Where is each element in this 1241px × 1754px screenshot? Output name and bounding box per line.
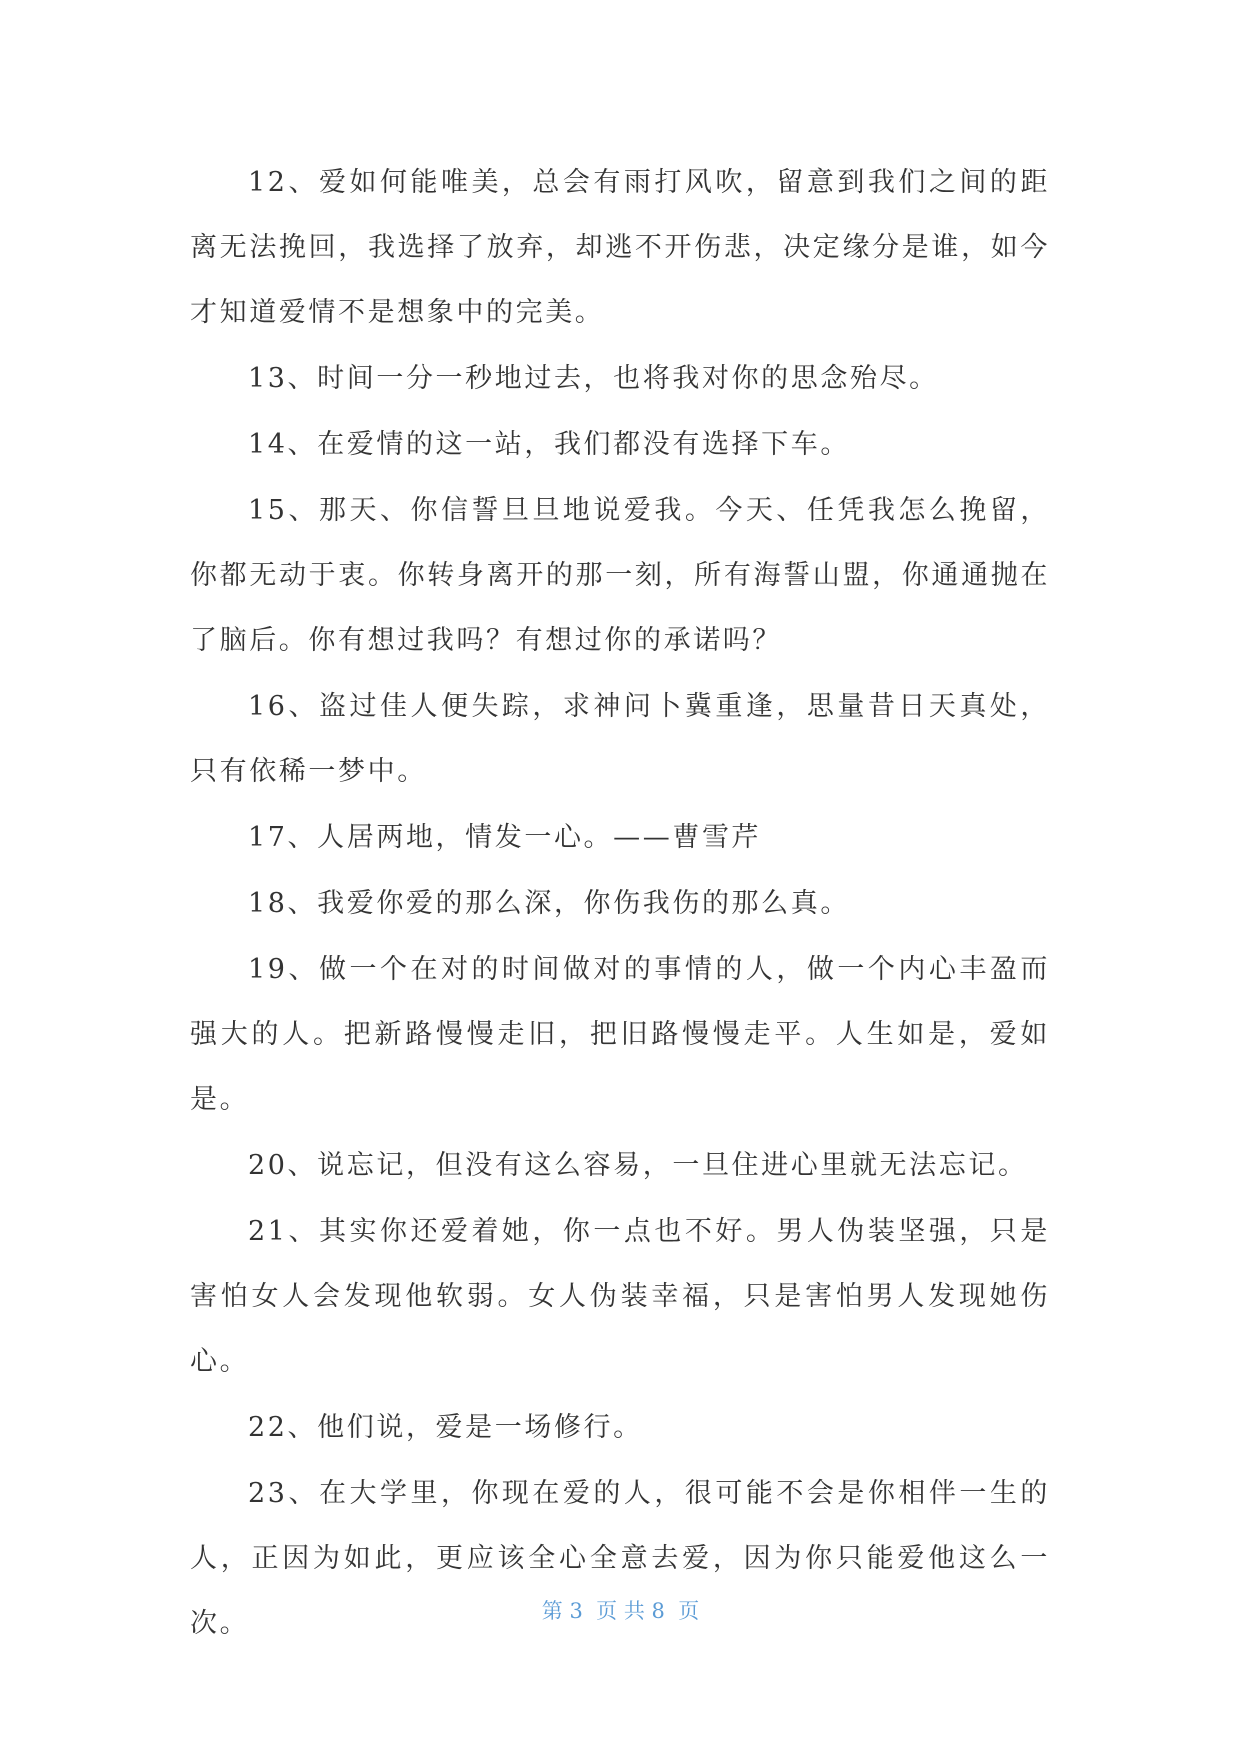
paragraph-21: 21、其实你还爱着她，你一点也不好。男人伪装坚强，只是害怕女人会发现他软弱。女人伪装幸福，只是害怕男人发现她伤心。 — [190, 1216, 1050, 1377]
paragraph-13: 13、时间一分一秒地过去，也将我对你的思念殆尽。 — [248, 363, 939, 394]
paragraph-12: 12、爱如何能唯美，总会有雨打风吹，留意到我们之间的距离无法挽回，我选择了放弃，却逃不开伤悲，决定缘分是谁，如今才知道爱情不是想象中的完美。 — [190, 167, 1050, 328]
paragraph-20: 20、说忘记，但没有这么容易，一旦住进心里就无法忘记。 — [248, 1150, 1028, 1181]
paragraph-19: 19、做一个在对的时间做对的事情的人，做一个内心丰盈而强大的人。把新路慢慢走旧，把旧路慢慢走平。人生如是，爱如是。 — [190, 954, 1050, 1115]
paragraph-16: 16、盗过佳人便失踪，求神问卜冀重逢，思量昔日天真处，只有依稀一梦中。 — [190, 691, 1050, 787]
paragraph-18: 18、我爱你爱的那么深，你伤我伤的那么真。 — [248, 888, 850, 919]
document-body — [190, 150, 1050, 1657]
paragraph-22: 22、他们说，爱是一场修行。 — [248, 1412, 643, 1443]
paragraph-14: 14、在爱情的这一站，我们都没有选择下车。 — [248, 429, 850, 460]
paragraph-17: 17、人居两地，情发一心。——曹雪芹 — [248, 822, 762, 853]
paragraph-15: 15、那天、你信誓旦旦地说爱我。今天、任凭我怎么挽留，你都无动于衷。你转身离开的那一刻，所有海誓山盟，你通通抛在了脑后。你有想过我吗？有想过你的承诺吗？ — [190, 495, 1050, 656]
page-number-footer: 第 3 页 共 8 页 — [541, 1599, 700, 1623]
paragraph-23: 23、在大学里，你现在爱的人，很可能不会是你相伴一生的人，正因为如此，更应该全心全意去爱，因为你只能爱他这么一次。 — [190, 1478, 1050, 1639]
